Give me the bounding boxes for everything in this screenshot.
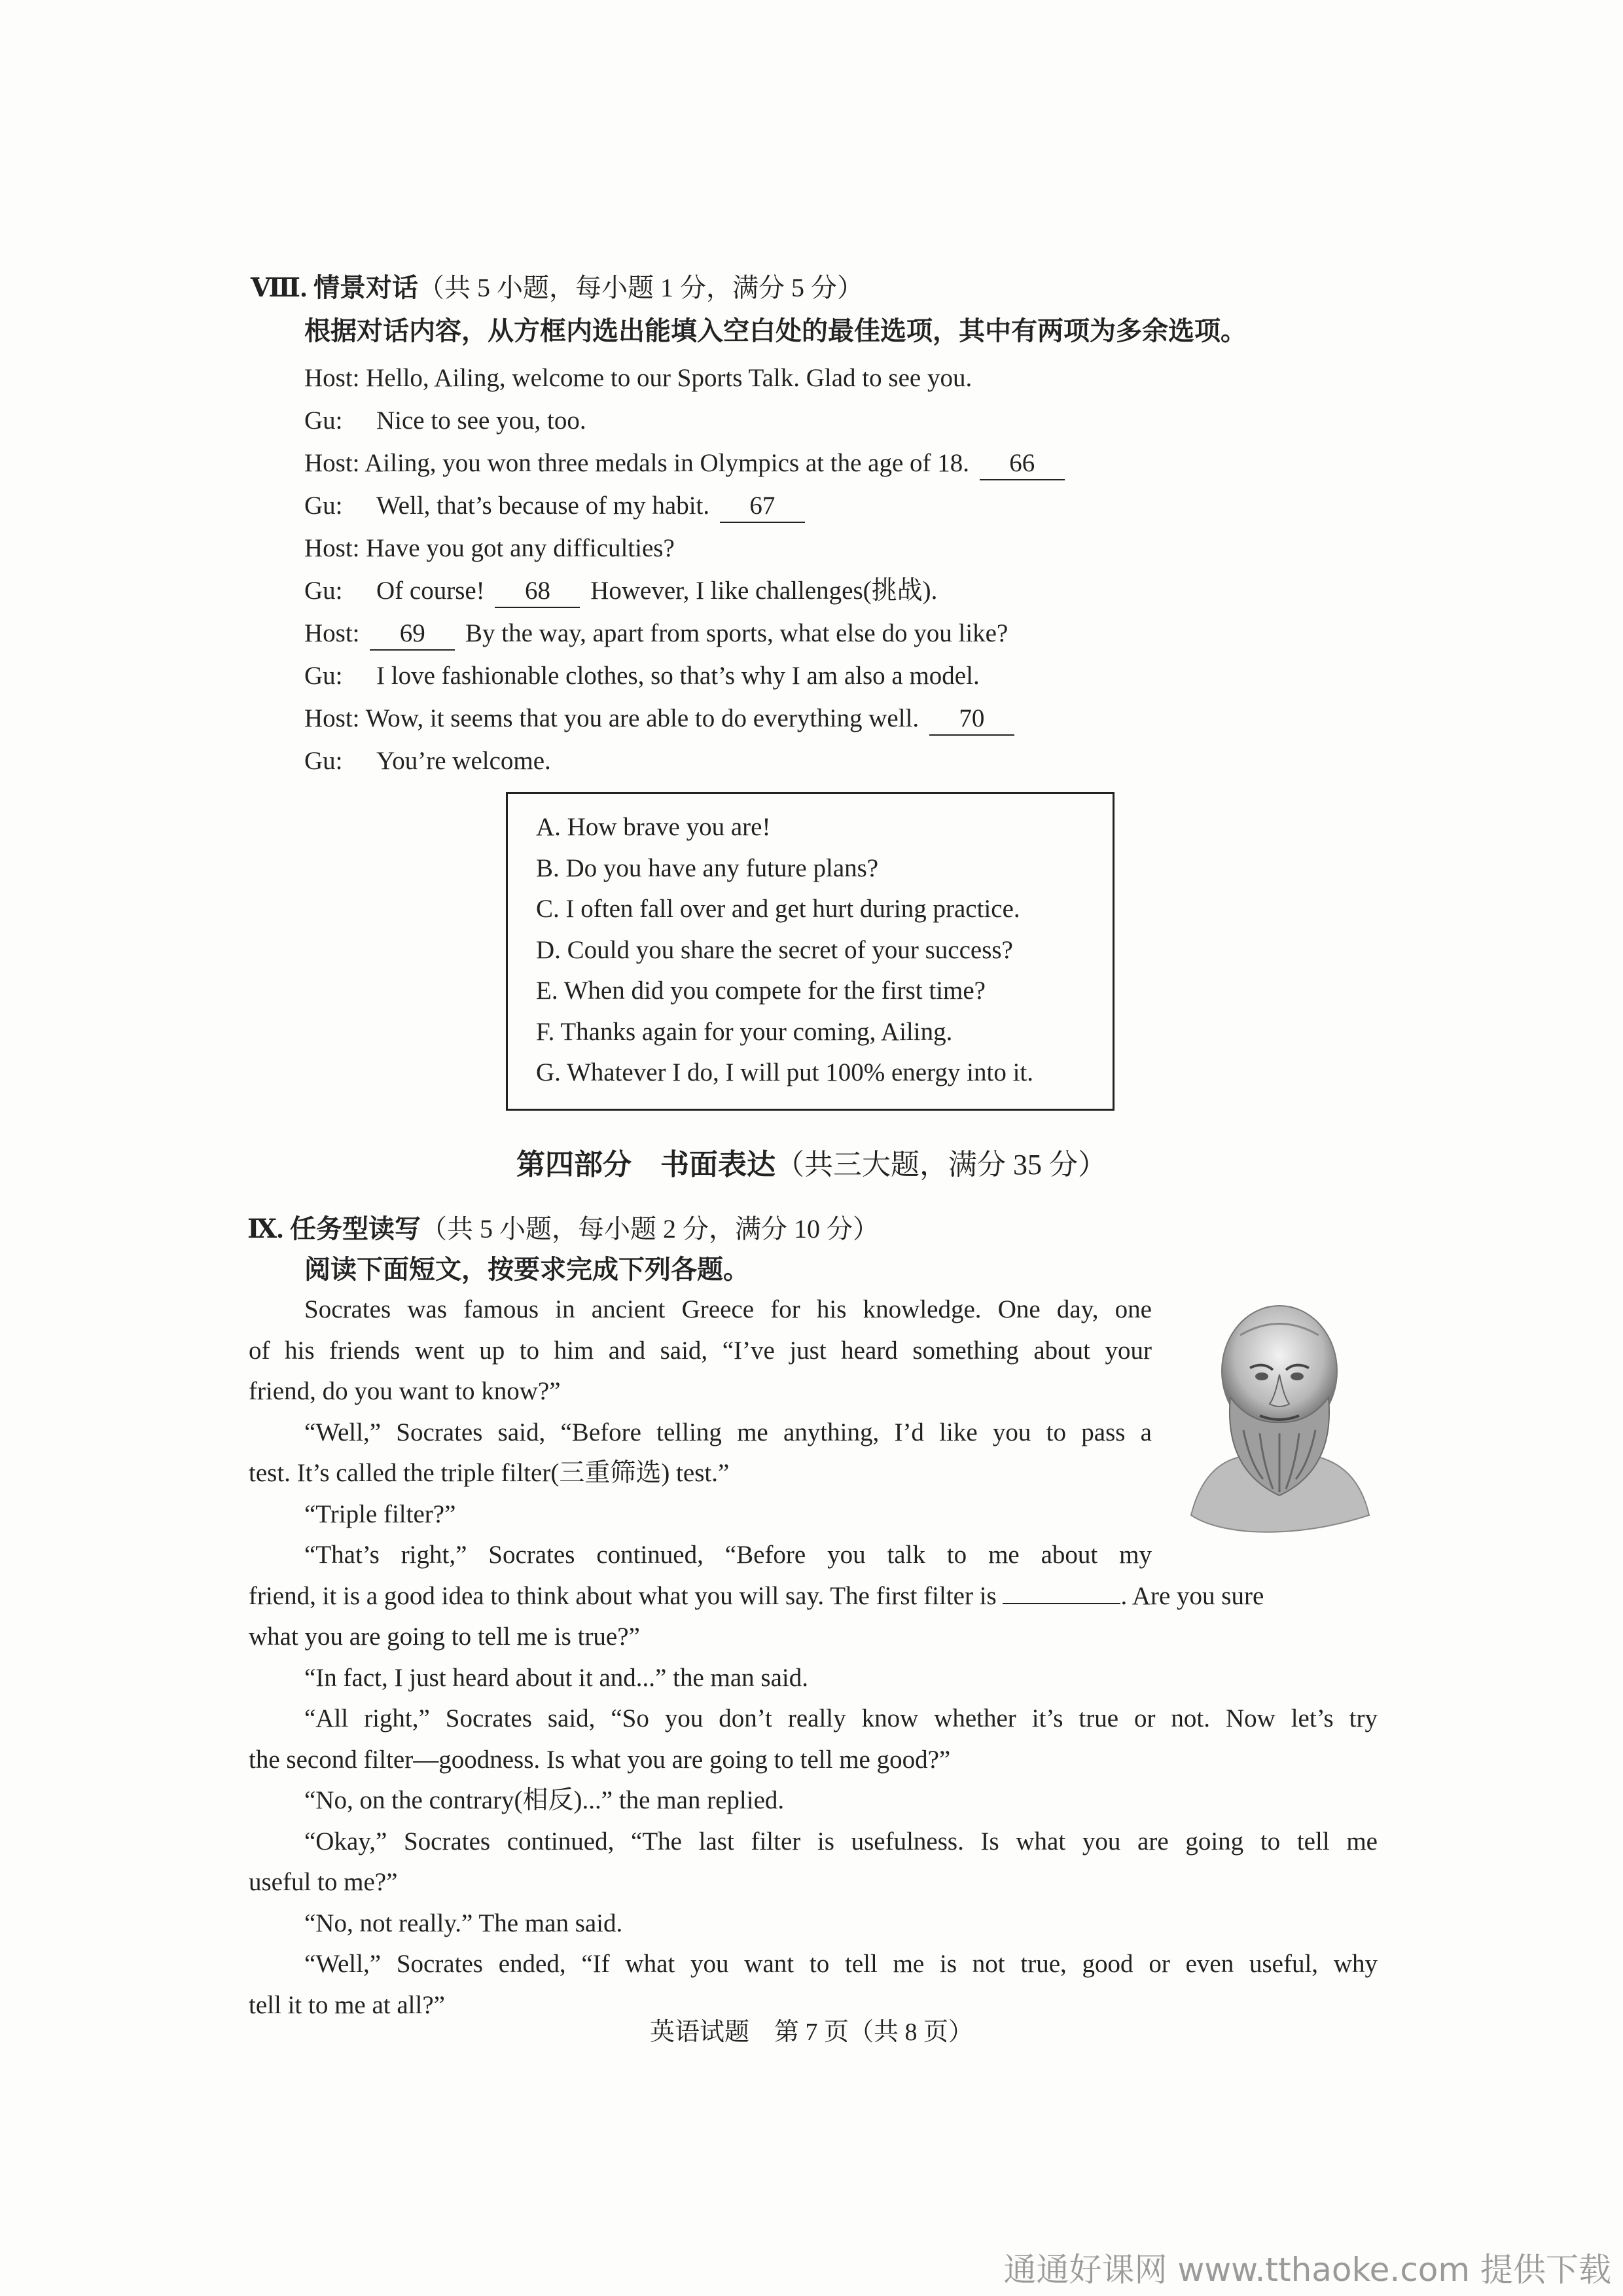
option-g: G. Whatever I do, I will put 100% energy into it. (536, 1058, 1033, 1086)
dialog-text: Ailing, you won three medals in Olympics at the age of 18. (365, 449, 970, 477)
dialog-text-after: However, I like challenges(挑战). (590, 577, 938, 605)
passage-line: “That’s right,” Socrates continued, “Before you talk to me about my (304, 1541, 1152, 1569)
dialog-text: Wow, it seems that you are able to do everything well. (365, 704, 919, 732)
section-9-instruction: 阅读下面短文，按要求完成下列各题。 (304, 1255, 749, 1284)
speaker: Gu: (304, 577, 343, 605)
dialog-text: I love fashionable clothes, so that’s why I am also a model. (376, 662, 980, 690)
passage-line: “No, not really.” The man said. (304, 1909, 623, 1937)
speaker: Host: (304, 364, 360, 392)
speaker: Gu: (304, 492, 343, 520)
passage-line: “All right,” Socrates said, “So you don’t really know whether it’s true or not. Now let’s try (304, 1704, 1378, 1732)
answer-blank-66[interactable]: 66 (980, 448, 1065, 480)
answer-blank-69[interactable]: 69 (370, 618, 455, 651)
dialog-line (304, 442, 1450, 484)
dialog-text: Hello, Ailing, welcome to our Sports Talk. Glad to see you. (366, 364, 972, 392)
option-b: B. Do you have any future plans? (536, 853, 879, 882)
dialog-line (304, 484, 1450, 527)
part-4-title: 第四部分 书面表达 (516, 1149, 776, 1181)
dialog-text: Well, that’s because of my habit. (376, 492, 710, 520)
dialog-text: Have you got any difficulties? (366, 534, 675, 562)
speaker: Gu: (304, 747, 343, 775)
part-4-heading (0, 1142, 1623, 1188)
section-9-scoring: （共 5 小题，每小题 2 分，满分 10 分） (421, 1214, 880, 1244)
section-8-heading (251, 268, 863, 308)
section-8-scoring: （共 5 小题，每小题 1 分，满分 5 分） (418, 273, 863, 302)
speaker: Gu: (304, 662, 343, 690)
section-9-title: 任务型读写 (290, 1214, 421, 1244)
dialog (304, 357, 1450, 782)
dialog-line (304, 357, 1450, 399)
passage-line: what you are going to tell me is true?” (249, 1623, 640, 1651)
speaker: Host: (304, 704, 360, 732)
passage-line: friend, do you want to know?” (249, 1377, 561, 1405)
passage-line: Socrates was famous in ancient Greece for his knowledge. One day, one (304, 1295, 1152, 1323)
speaker: Host: (304, 619, 360, 647)
part-4-scoring: （共三大题，满分 35 分） (776, 1149, 1107, 1181)
passage-line (249, 1576, 1378, 1617)
passage-text: . Are you sure (1120, 1581, 1264, 1610)
passage-text: friend, it is a good idea to think about what you will say. The first filter is (249, 1581, 997, 1610)
dialog-line (304, 612, 1450, 655)
dialog-line (304, 655, 1450, 697)
dialog-line (304, 527, 1450, 569)
dialog-line (304, 697, 1450, 740)
dialog-text: Nice to see you, too. (376, 406, 586, 435)
filter-answer-blank[interactable] (1003, 1603, 1120, 1604)
passage-line: the second filter—goodness. Is what you are going to tell me good?” (249, 1745, 951, 1774)
passage-line: of his friends went up to him and said, “I’ve just heard something about your (249, 1336, 1152, 1365)
passage-line: useful to me?” (249, 1868, 398, 1896)
section-9-roman: Ⅸ. (247, 1214, 284, 1244)
dialog-line (304, 740, 1450, 782)
page-footer: 英语试题 第 7 页（共 8 页） (649, 2018, 973, 2046)
dialog-line (304, 399, 1450, 442)
passage-line: “Well,” Socrates ended, “If what you want to tell me is not true, good or even useful, why (304, 1950, 1378, 1978)
option-d: D. Could you share the secret of your success? (536, 935, 1013, 964)
option-e: E. When did you compete for the first time? (536, 977, 986, 1005)
dialog-text-after: By the way, apart from sports, what else do you like? (465, 619, 1008, 647)
passage-line: “Triple filter?” (304, 1499, 456, 1528)
answer-blank-70[interactable]: 70 (929, 703, 1014, 736)
section-8-roman: Ⅷ. (251, 273, 307, 302)
options-box (506, 792, 1115, 1111)
option-a: A. How brave you are! (536, 813, 771, 841)
passage-line: test. It’s called the triple filter(三重筛选) test.” (249, 1459, 730, 1487)
speaker: Host: (304, 534, 360, 562)
answer-blank-67[interactable]: 67 (720, 490, 805, 523)
section-9-heading (247, 1210, 879, 1249)
watermark: 通通好课网 www.tthaoke.com 提供下载 (1003, 2251, 1611, 2289)
passage-line: “Well,” Socrates said, “Before telling me anything, I’d like you to pass a (304, 1418, 1152, 1446)
section-8-title: 情景对话 (313, 273, 418, 302)
passage-line: “No, on the contrary(相反)...” the man replied. (304, 1786, 785, 1814)
answer-blank-68[interactable]: 68 (495, 575, 580, 608)
dialog-text: Of course! (376, 577, 485, 605)
section-8-instruction: 根据对话内容，从方框内选出能填入空白处的最佳选项，其中有两项为多余选项。 (304, 316, 1247, 346)
passage-line: “Okay,” Socrates continued, “The last filter is usefulness. Is what you are going to tell me (304, 1827, 1378, 1856)
option-f: F. Thanks again for your coming, Ailing. (536, 1017, 953, 1046)
dialog-text: You’re welcome. (376, 747, 551, 775)
speaker: Gu: (304, 406, 343, 435)
speaker: Host: (304, 449, 360, 477)
dialog-line (304, 569, 1450, 612)
reading-passage (249, 1289, 1378, 2026)
passage-line: “In fact, I just heard about it and...” the man said. (304, 1663, 808, 1692)
passage-line: tell it to me at all?” (249, 1990, 445, 2019)
option-c: C. I often fall over and get hurt during practice. (536, 895, 1020, 923)
